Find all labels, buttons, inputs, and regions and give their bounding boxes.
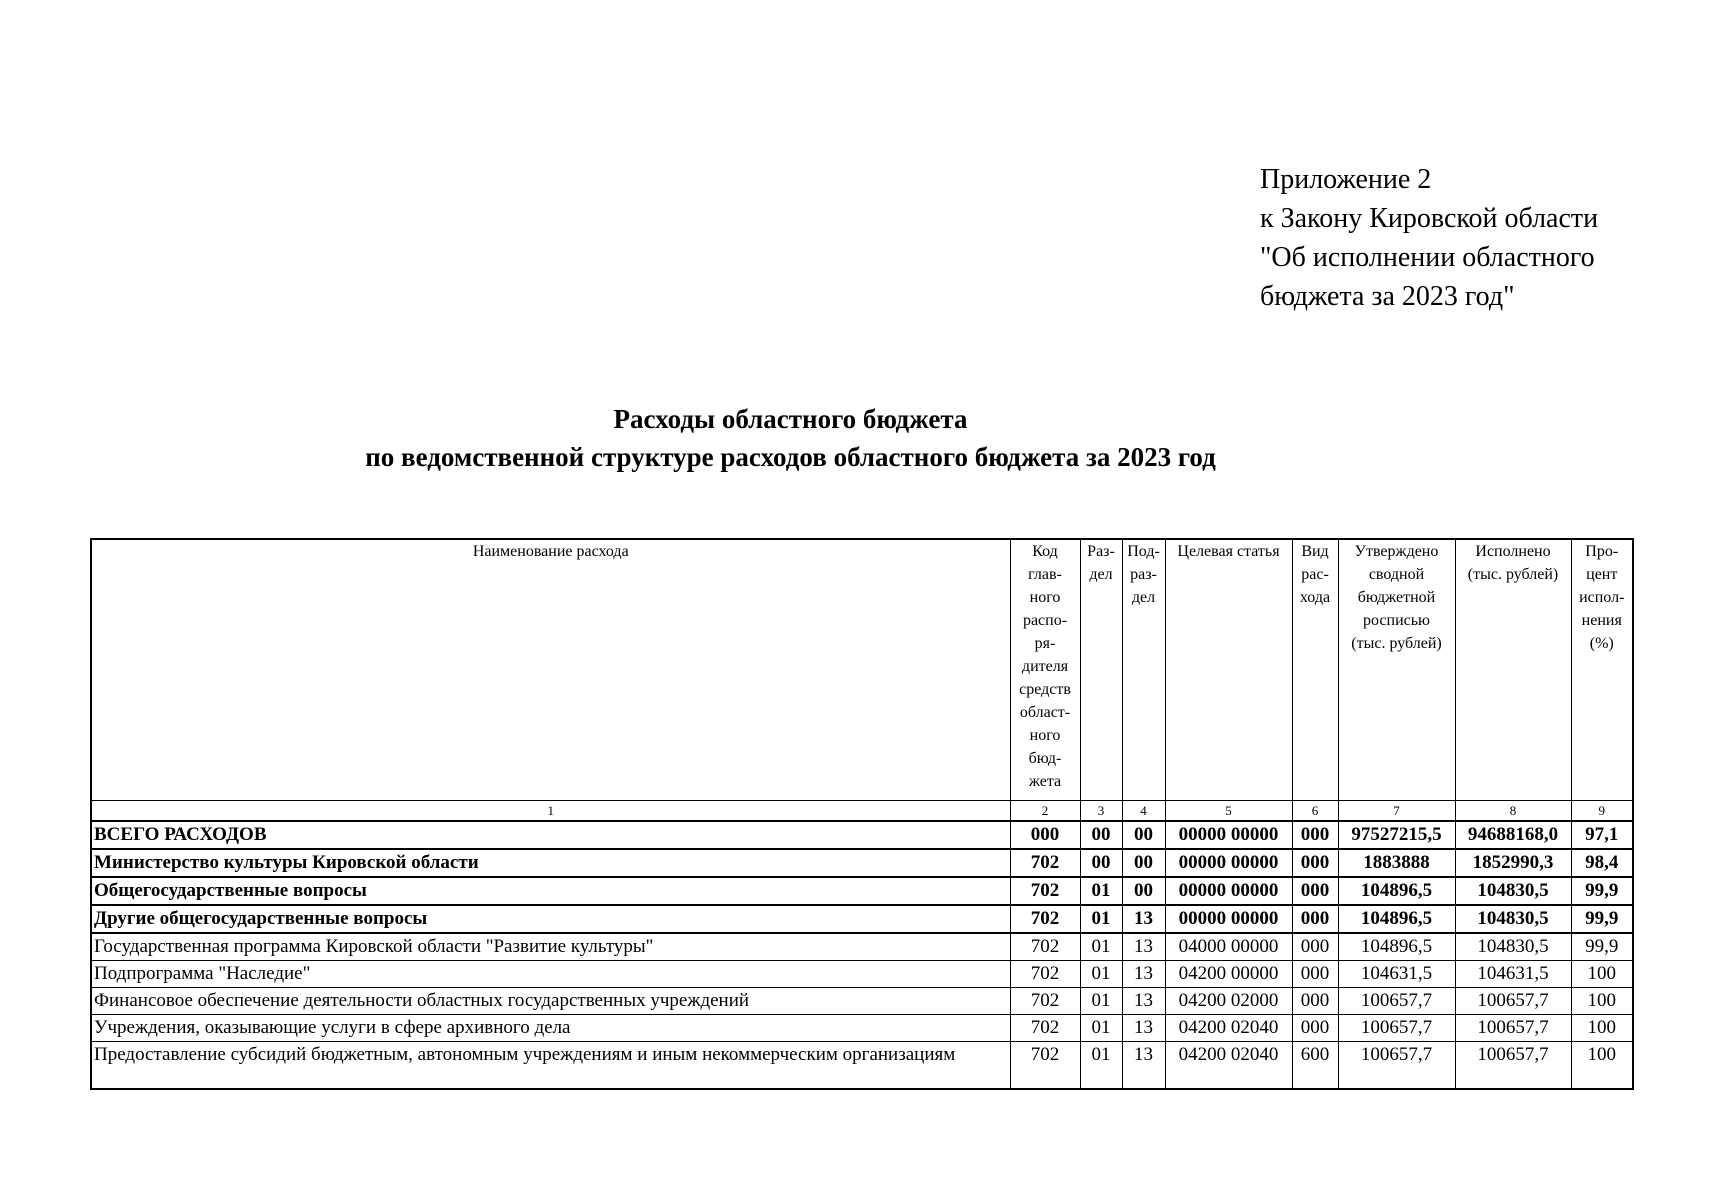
cell-target: 04200 00000 bbox=[1165, 961, 1292, 988]
cell-approved: 104896,5 bbox=[1338, 877, 1455, 905]
cell-executed: 104830,5 bbox=[1455, 877, 1571, 905]
cell-subsection: 13 bbox=[1122, 933, 1165, 961]
cell-code: 702 bbox=[1010, 988, 1080, 1015]
cell-approved: 97527215,5 bbox=[1338, 821, 1455, 849]
header-approved: Утверждено сводной бюджетной росписью (тыс. рублей) bbox=[1338, 539, 1455, 801]
column-number: 6 bbox=[1292, 801, 1338, 822]
cell-subsection: 13 bbox=[1122, 1042, 1165, 1090]
budget-table bbox=[90, 538, 1634, 1090]
cell-executed: 104830,5 bbox=[1455, 933, 1571, 961]
cell-approved: 1883888 bbox=[1338, 849, 1455, 877]
table-row bbox=[91, 905, 1633, 933]
cell-target: 00000 00000 bbox=[1165, 905, 1292, 933]
header-subsection: Под- раз- дел bbox=[1122, 539, 1165, 801]
cell-code: 702 bbox=[1010, 849, 1080, 877]
cell-subsection: 13 bbox=[1122, 961, 1165, 988]
table-row bbox=[91, 1015, 1633, 1042]
cell-percent: 100 bbox=[1571, 1015, 1633, 1042]
cell-code: 702 bbox=[1010, 905, 1080, 933]
appendix-note bbox=[1260, 160, 1598, 316]
cell-approved: 104896,5 bbox=[1338, 933, 1455, 961]
header-executed: Исполнено (тыс. рублей) bbox=[1455, 539, 1571, 801]
header-section: Раз- дел bbox=[1080, 539, 1122, 801]
cell-percent: 98,4 bbox=[1571, 849, 1633, 877]
table-row bbox=[91, 933, 1633, 961]
cell-name: ВСЕГО РАСХОДОВ bbox=[91, 821, 1010, 849]
cell-executed: 100657,7 bbox=[1455, 988, 1571, 1015]
cell-percent: 99,9 bbox=[1571, 933, 1633, 961]
column-number: 1 bbox=[91, 801, 1010, 822]
cell-name: Министерство культуры Кировской области bbox=[91, 849, 1010, 877]
cell-section: 00 bbox=[1080, 821, 1122, 849]
cell-subsection: 00 bbox=[1122, 821, 1165, 849]
cell-name: Другие общегосударственные вопросы bbox=[91, 905, 1010, 933]
cell-target: 00000 00000 bbox=[1165, 877, 1292, 905]
cell-name: Учреждения, оказывающие услуги в сфере архивного дела bbox=[91, 1015, 1010, 1042]
cell-section: 00 bbox=[1080, 849, 1122, 877]
cell-name: Финансовое обеспечение деятельности областных государственных учреждений bbox=[91, 988, 1010, 1015]
cell-name: Предоставление субсидий бюджетным, автономным учреждениям и иным некоммерческим организациям bbox=[91, 1042, 1010, 1090]
cell-percent: 100 bbox=[1571, 988, 1633, 1015]
cell-subsection: 13 bbox=[1122, 988, 1165, 1015]
header-type: Вид рас- хода bbox=[1292, 539, 1338, 801]
cell-type: 000 bbox=[1292, 961, 1338, 988]
cell-section: 01 bbox=[1080, 1015, 1122, 1042]
column-number: 7 bbox=[1338, 801, 1455, 822]
cell-code: 702 bbox=[1010, 933, 1080, 961]
cell-section: 01 bbox=[1080, 905, 1122, 933]
cell-executed: 104631,5 bbox=[1455, 961, 1571, 988]
cell-code: 702 bbox=[1010, 1015, 1080, 1042]
cell-approved: 100657,7 bbox=[1338, 988, 1455, 1015]
header-target: Целевая статья bbox=[1165, 539, 1292, 801]
cell-type: 000 bbox=[1292, 849, 1338, 877]
cell-name: Общегосударственные вопросы bbox=[91, 877, 1010, 905]
cell-code: 702 bbox=[1010, 961, 1080, 988]
cell-name: Государственная программа Кировской области "Развитие культуры" bbox=[91, 933, 1010, 961]
cell-percent: 97,1 bbox=[1571, 821, 1633, 849]
header-code: Код глав- ного распо- ря- дителя средств област- ного бюд- жета bbox=[1010, 539, 1080, 801]
cell-section: 01 bbox=[1080, 877, 1122, 905]
table-row bbox=[91, 961, 1633, 988]
cell-code: 702 bbox=[1010, 1042, 1080, 1090]
cell-section: 01 bbox=[1080, 988, 1122, 1015]
cell-type: 000 bbox=[1292, 821, 1338, 849]
cell-percent: 100 bbox=[1571, 961, 1633, 988]
cell-type: 000 bbox=[1292, 933, 1338, 961]
table-row bbox=[91, 877, 1633, 905]
appendix-line: "Об исполнении областного bbox=[1260, 242, 1595, 273]
cell-percent: 99,9 bbox=[1571, 877, 1633, 905]
cell-section: 01 bbox=[1080, 961, 1122, 988]
cell-section: 01 bbox=[1080, 1042, 1122, 1090]
cell-percent: 99,9 bbox=[1571, 905, 1633, 933]
cell-target: 04200 02040 bbox=[1165, 1042, 1292, 1090]
column-number: 3 bbox=[1080, 801, 1122, 822]
cell-executed: 104830,5 bbox=[1455, 905, 1571, 933]
document-title bbox=[0, 400, 1721, 476]
column-number: 5 bbox=[1165, 801, 1292, 822]
cell-percent: 100 bbox=[1571, 1042, 1633, 1090]
cell-approved: 100657,7 bbox=[1338, 1015, 1455, 1042]
table-row bbox=[91, 988, 1633, 1015]
cell-type: 000 bbox=[1292, 1015, 1338, 1042]
column-number: 8 bbox=[1455, 801, 1571, 822]
header-row bbox=[91, 539, 1633, 801]
column-number: 4 bbox=[1122, 801, 1165, 822]
cell-approved: 100657,7 bbox=[1338, 1042, 1455, 1090]
table-row bbox=[91, 1042, 1633, 1090]
cell-code: 702 bbox=[1010, 877, 1080, 905]
cell-executed: 100657,7 bbox=[1455, 1042, 1571, 1090]
column-number: 9 bbox=[1571, 801, 1633, 822]
cell-target: 04200 02040 bbox=[1165, 1015, 1292, 1042]
cell-target: 04200 02000 bbox=[1165, 988, 1292, 1015]
cell-subsection: 00 bbox=[1122, 849, 1165, 877]
cell-type: 000 bbox=[1292, 905, 1338, 933]
cell-section: 01 bbox=[1080, 933, 1122, 961]
cell-type: 600 bbox=[1292, 1042, 1338, 1090]
cell-target: 00000 00000 bbox=[1165, 821, 1292, 849]
title-line-1: Расходы областного бюджета bbox=[613, 404, 968, 434]
header-percent: Про- цент испол- нения (%) bbox=[1571, 539, 1633, 801]
cell-name: Подпрограмма "Наследие" bbox=[91, 961, 1010, 988]
appendix-line: Приложение 2 bbox=[1260, 164, 1432, 195]
header-name: Наименование расхода bbox=[91, 539, 1010, 801]
appendix-line: бюджета за 2023 год" bbox=[1260, 281, 1515, 312]
cell-target: 04000 00000 bbox=[1165, 933, 1292, 961]
cell-approved: 104631,5 bbox=[1338, 961, 1455, 988]
appendix-line: к Закону Кировской области bbox=[1260, 203, 1599, 234]
cell-executed: 1852990,3 bbox=[1455, 849, 1571, 877]
table-row bbox=[91, 849, 1633, 877]
cell-subsection: 13 bbox=[1122, 1015, 1165, 1042]
cell-subsection: 00 bbox=[1122, 877, 1165, 905]
cell-code: 000 bbox=[1010, 821, 1080, 849]
cell-type: 000 bbox=[1292, 877, 1338, 905]
column-number-row bbox=[91, 801, 1633, 822]
cell-type: 000 bbox=[1292, 988, 1338, 1015]
cell-executed: 100657,7 bbox=[1455, 1015, 1571, 1042]
cell-approved: 104896,5 bbox=[1338, 905, 1455, 933]
cell-executed: 94688168,0 bbox=[1455, 821, 1571, 849]
title-line-2: по ведомственной структуре расходов областного бюджета за 2023 год bbox=[365, 442, 1216, 472]
column-number: 2 bbox=[1010, 801, 1080, 822]
cell-target: 00000 00000 bbox=[1165, 849, 1292, 877]
cell-subsection: 13 bbox=[1122, 905, 1165, 933]
table-row bbox=[91, 821, 1633, 849]
